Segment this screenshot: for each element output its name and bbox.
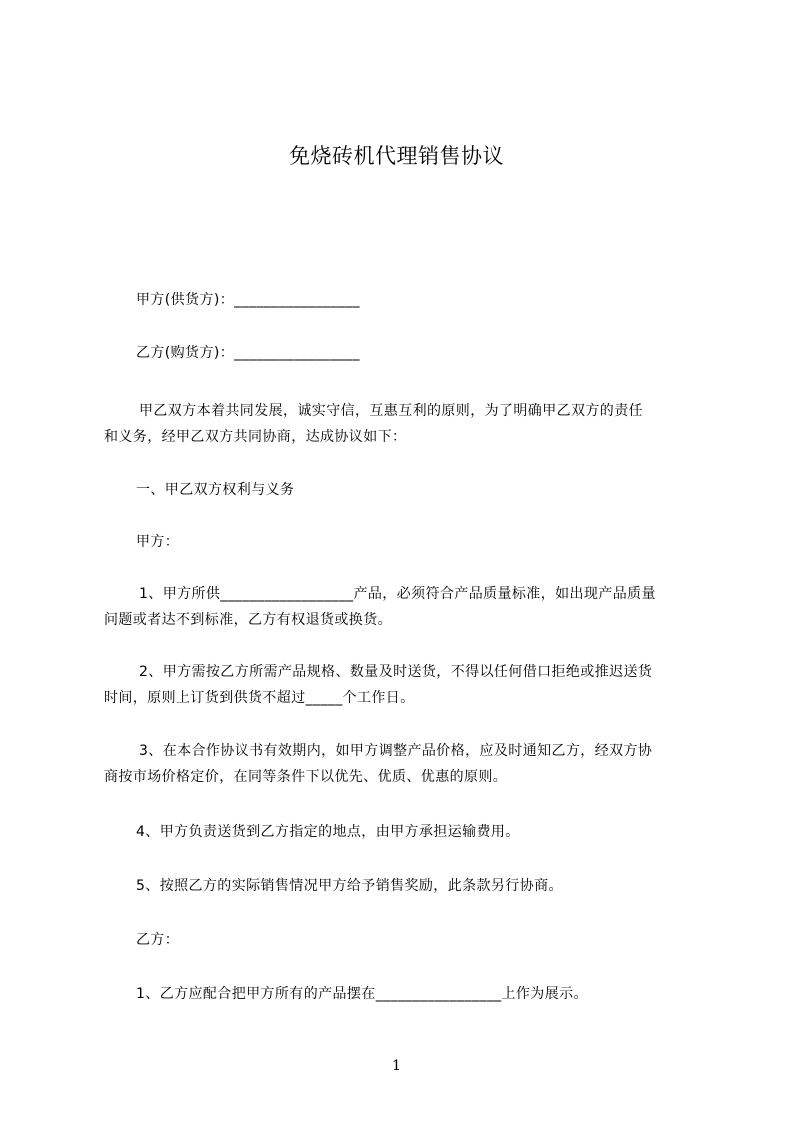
intro-paragraph-line-2: 和义务，经甲乙双方共同协商，达成协议如下：	[104, 429, 407, 445]
party-a-subheading: 甲方：	[136, 534, 180, 550]
party-b-line: 乙方(购货方)：_________________	[136, 345, 360, 361]
intro-paragraph-line-1: 甲乙双方本着共同发展，诚实守信，互惠互利的原则，为了明确甲乙双方的责任	[139, 403, 643, 419]
clause-a5: 5、按照乙方的实际销售情况甲方给予销售奖励，此条款另行协商。	[136, 878, 563, 894]
clause-a3-line-1: 3、在本合作协议书有效期内，如甲方调整产品价格，应及时通知乙方，经双方协	[139, 743, 653, 759]
clause-a3-line-2: 商按市场价格定价，在同等条件下以优先、优质、优惠的原则。	[104, 769, 508, 785]
section-heading: 一、甲乙双方权利与义务	[136, 482, 295, 498]
page-number: 1	[392, 1058, 401, 1074]
clause-b1: 1、乙方应配合把甲方所有的产品摆在_________________上作为展示。	[136, 986, 588, 1002]
document-title: 免烧砖机代理销售协议	[289, 144, 504, 168]
clause-a1-line-1: 1、甲方所供__________________产品，必须符合产品质量标准，如出现产品质量	[139, 586, 656, 602]
party-a-line: 甲方(供货方)：_________________	[136, 292, 360, 308]
clause-a2-line-1: 2、甲方需按乙方所需产品规格、数量及时送货，不得以任何借口拒绝或推迟送货	[139, 664, 653, 680]
clause-a2-line-2: 时间，原则上订货到供货不超过_____个工作日。	[104, 690, 415, 706]
clause-a4: 4、甲方负责送货到乙方指定的地点，由甲方承担运输费用。	[136, 824, 520, 840]
party-b-subheading: 乙方：	[136, 932, 180, 948]
clause-a1-line-2: 问题或者达不到标准，乙方有权退货或换货。	[104, 612, 392, 628]
